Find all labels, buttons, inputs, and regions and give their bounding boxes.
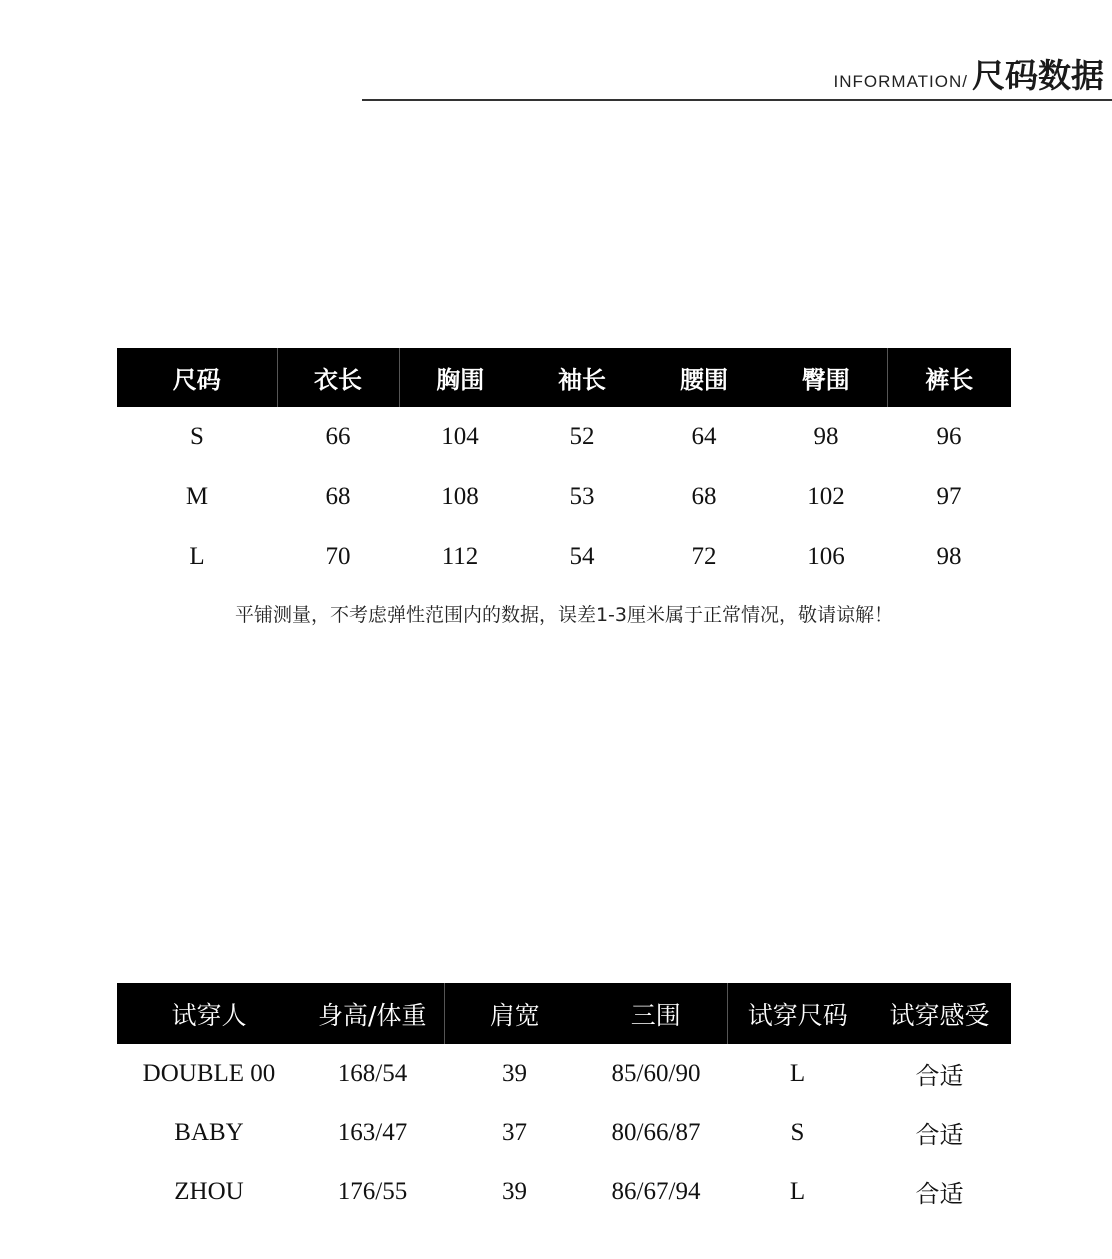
size-chart-table — [117, 348, 1011, 587]
table-cell: DOUBLE 00 — [142, 1059, 276, 1087]
table-cell: 163/47 — [337, 1118, 408, 1146]
tryon-header-shoulder: 肩宽 — [444, 983, 585, 1044]
table-cell: 合适 — [915, 1121, 964, 1149]
measurement-note: 平铺测量，不考虑弹性范围内的数据，误差1-3厘米属于正常情况，敬请谅解！ — [234, 604, 894, 626]
tryon-header-height-weight: 身高/体重 — [301, 983, 444, 1044]
header-english-title: INFORMATION/ — [833, 72, 968, 91]
table-cell: 53 — [569, 483, 595, 510]
table-cell: 98 — [936, 543, 962, 570]
table-row — [117, 527, 1011, 587]
size-header-pants-length: 裤长 — [887, 348, 1011, 407]
size-header-size: 尺码 — [117, 348, 277, 407]
table-cell: L — [789, 1059, 806, 1087]
table-cell: BABY — [174, 1118, 244, 1146]
table-cell: 86/67/94 — [611, 1177, 701, 1205]
header-divider — [362, 99, 1112, 101]
table-cell: 66 — [325, 423, 351, 450]
table-cell: 68 — [325, 483, 351, 510]
table-cell: 合适 — [915, 1062, 964, 1090]
tryon-header-model: 试穿人 — [117, 983, 301, 1044]
table-cell: L — [189, 543, 205, 570]
table-cell: 52 — [569, 423, 595, 450]
table-row — [117, 1162, 1011, 1221]
table-cell: 54 — [569, 543, 595, 570]
tryon-table-header-row — [117, 983, 1011, 1044]
table-cell: 102 — [807, 483, 845, 510]
size-table-header-row — [117, 348, 1011, 407]
table-cell: 97 — [936, 483, 962, 510]
tryon-header-measurements: 三围 — [585, 983, 727, 1044]
table-row — [117, 1044, 1011, 1103]
table-cell: 106 — [807, 543, 845, 570]
table-cell: 96 — [936, 423, 962, 450]
table-cell: 108 — [441, 483, 479, 510]
table-cell: S — [790, 1118, 805, 1146]
page-header — [834, 50, 1104, 97]
table-cell: 176/55 — [337, 1177, 408, 1205]
size-header-sleeve: 袖长 — [521, 348, 643, 407]
table-cell: 104 — [441, 423, 479, 450]
table-cell: 112 — [441, 543, 479, 570]
header-chinese-title: 尺码数据 — [972, 56, 1104, 95]
table-cell: 37 — [502, 1118, 527, 1146]
table-cell: S — [190, 423, 204, 450]
table-cell: 39 — [502, 1177, 527, 1205]
tryon-header-fit: 试穿感受 — [868, 983, 1011, 1044]
table-cell: ZHOU — [174, 1177, 244, 1205]
table-cell: 80/66/87 — [611, 1118, 701, 1146]
table-cell: 70 — [325, 543, 351, 570]
table-row — [117, 1103, 1011, 1162]
table-cell: 98 — [813, 423, 839, 450]
table-cell: 168/54 — [337, 1059, 408, 1087]
size-header-hip: 臀围 — [765, 348, 887, 407]
tryon-header-size: 试穿尺码 — [727, 983, 868, 1044]
table-cell: L — [789, 1177, 806, 1205]
size-header-length: 衣长 — [277, 348, 399, 407]
size-header-waist: 腰围 — [643, 348, 765, 407]
table-cell: 39 — [502, 1059, 527, 1087]
table-cell: M — [185, 483, 209, 510]
table-cell: 68 — [691, 483, 717, 510]
table-cell: 合适 — [915, 1180, 964, 1208]
table-row — [117, 467, 1011, 527]
size-header-chest: 胸围 — [399, 348, 521, 407]
table-cell: 72 — [691, 543, 717, 570]
table-cell: 85/60/90 — [611, 1059, 701, 1087]
try-on-table — [117, 983, 1011, 1221]
table-row — [117, 407, 1011, 467]
table-cell: 64 — [691, 423, 717, 450]
